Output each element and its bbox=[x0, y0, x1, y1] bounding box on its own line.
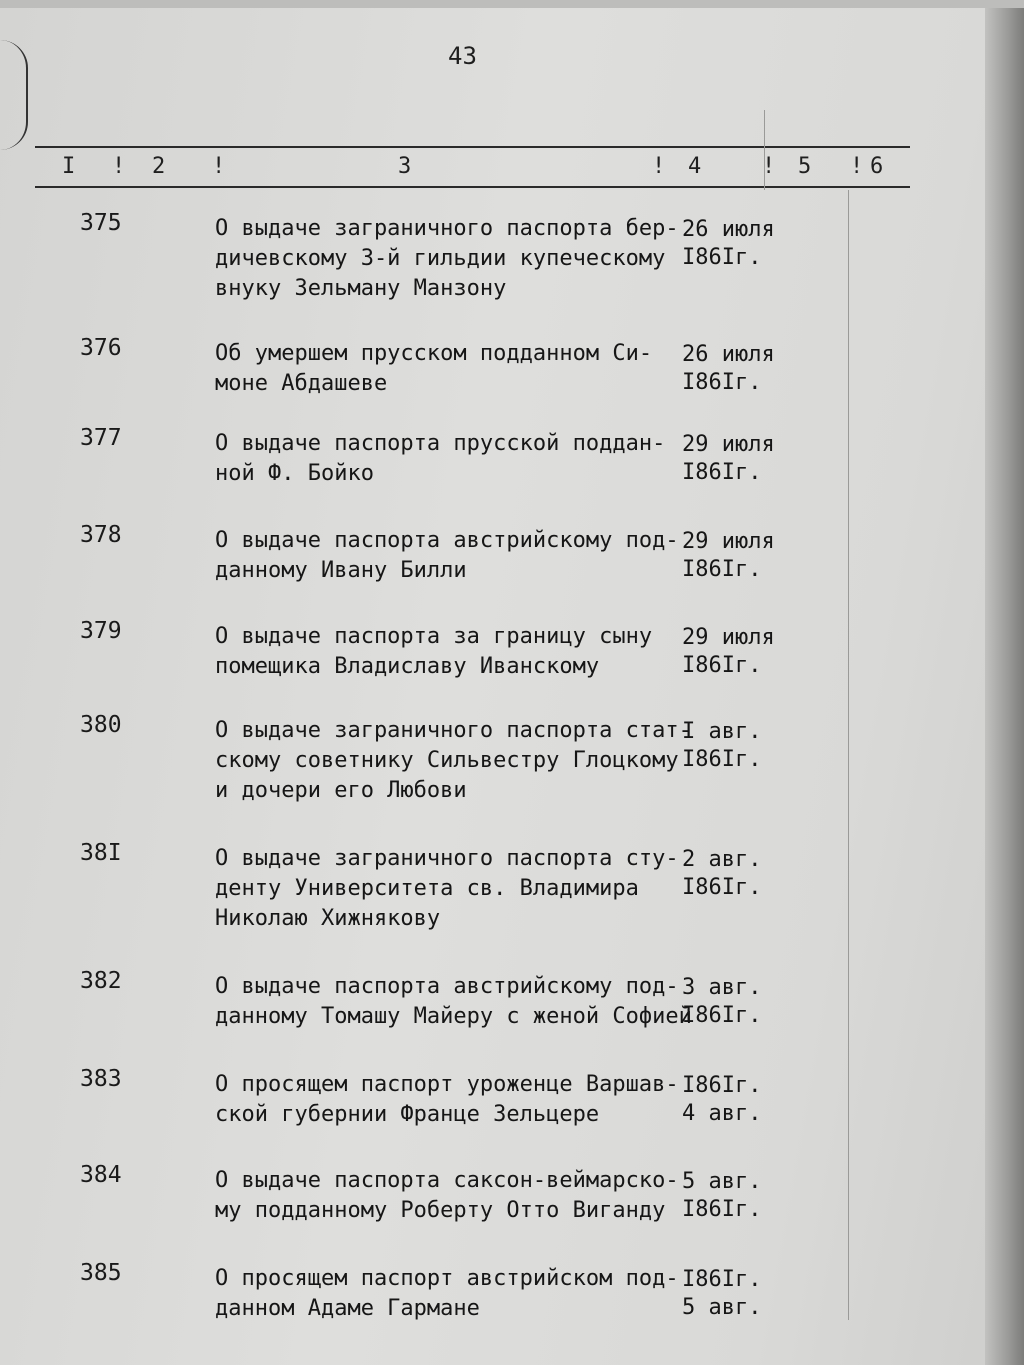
row-date: I86Iг. 5 авг. bbox=[682, 1267, 762, 1320]
row-number: 385 bbox=[80, 1260, 122, 1286]
header-cell: ! bbox=[652, 154, 666, 179]
row-description: О выдаче паспорта за границу сыну помещика Владиславу Иванскому bbox=[215, 624, 653, 679]
row-description: О выдаче паспорта австрийскому под- данному Ивану Билли bbox=[215, 528, 679, 583]
row-description: Об умершем прусском подданном Си- моне Абдашеве bbox=[215, 341, 653, 396]
row-number: 38I bbox=[80, 840, 122, 866]
row-number: 375 bbox=[80, 210, 122, 236]
header-cell: ! bbox=[112, 154, 126, 179]
row-number: 379 bbox=[80, 618, 122, 644]
row-number: 378 bbox=[80, 522, 122, 548]
row-number: 383 bbox=[80, 1066, 122, 1092]
row-date: 2 авг. I86Iг. bbox=[682, 847, 762, 900]
row-number: 377 bbox=[80, 425, 122, 451]
row-description: О просящем паспорт уроженце Варшав- ской губернии Франце Зельцере bbox=[215, 1072, 679, 1127]
header-cell: ! bbox=[762, 154, 776, 179]
row-date: 29 июля I86Iг. bbox=[682, 529, 775, 582]
row-date: I авг. I86Iг. bbox=[682, 719, 762, 772]
column-divider-5 bbox=[848, 190, 849, 1320]
header-cell: 3 bbox=[398, 154, 412, 179]
row-description: О выдаче паспорта австрийскому под- данному Томашу Майеру с женой Софией bbox=[215, 974, 692, 1029]
row-description: О выдаче паспорта саксон-веймарско- му подданному Роберту Отто Виганду bbox=[215, 1168, 679, 1223]
page-top-edge bbox=[0, 0, 1024, 8]
row-number: 382 bbox=[80, 968, 122, 994]
header-cell: ! bbox=[850, 154, 864, 179]
row-description: О просящем паспорт австрийском под- данном Адаме Гармане bbox=[215, 1266, 679, 1321]
header-top-rule bbox=[35, 146, 910, 148]
header-cell: 5 bbox=[798, 154, 812, 179]
column-divider-4 bbox=[764, 110, 765, 190]
row-date: 26 июля I86Iг. bbox=[682, 342, 775, 395]
row-date: 3 авг. I86Iг. bbox=[682, 975, 762, 1028]
page-shadow bbox=[985, 0, 1024, 1365]
page-number: 43 bbox=[448, 42, 477, 70]
row-date: 26 июля I86Iг. bbox=[682, 217, 775, 270]
header-cell: 2 bbox=[152, 154, 166, 179]
row-date: 5 авг. I86Iг. bbox=[682, 1169, 762, 1222]
binding-mark bbox=[0, 40, 28, 150]
row-description: О выдаче паспорта прусской поддан- ной Ф. Бойко bbox=[215, 431, 666, 486]
header-cell: 6 bbox=[870, 154, 884, 179]
row-number: 380 bbox=[80, 712, 122, 738]
row-description: О выдаче заграничного паспорта бер- дичевскому 3-й гильдии купеческому внуку Зельману Манзону bbox=[215, 216, 679, 301]
header-bottom-rule bbox=[35, 186, 910, 188]
header-cell: I bbox=[62, 154, 76, 179]
row-date: I86Iг. 4 авг. bbox=[682, 1073, 762, 1126]
header-cell: ! bbox=[212, 154, 226, 179]
row-date: 29 июля I86Iг. bbox=[682, 432, 775, 485]
row-date: 29 июля I86Iг. bbox=[682, 625, 775, 678]
row-number: 384 bbox=[80, 1162, 122, 1188]
row-description: О выдаче заграничного паспорта сту- денту Университета св. Владимира Николаю Хижнякову bbox=[215, 846, 679, 931]
row-description: О выдаче заграничного паспорта стат- скому советнику Сильвестру Глоцкому и дочери его Любови bbox=[215, 718, 692, 803]
row-number: 376 bbox=[80, 335, 122, 361]
header-cell: 4 bbox=[688, 154, 702, 179]
